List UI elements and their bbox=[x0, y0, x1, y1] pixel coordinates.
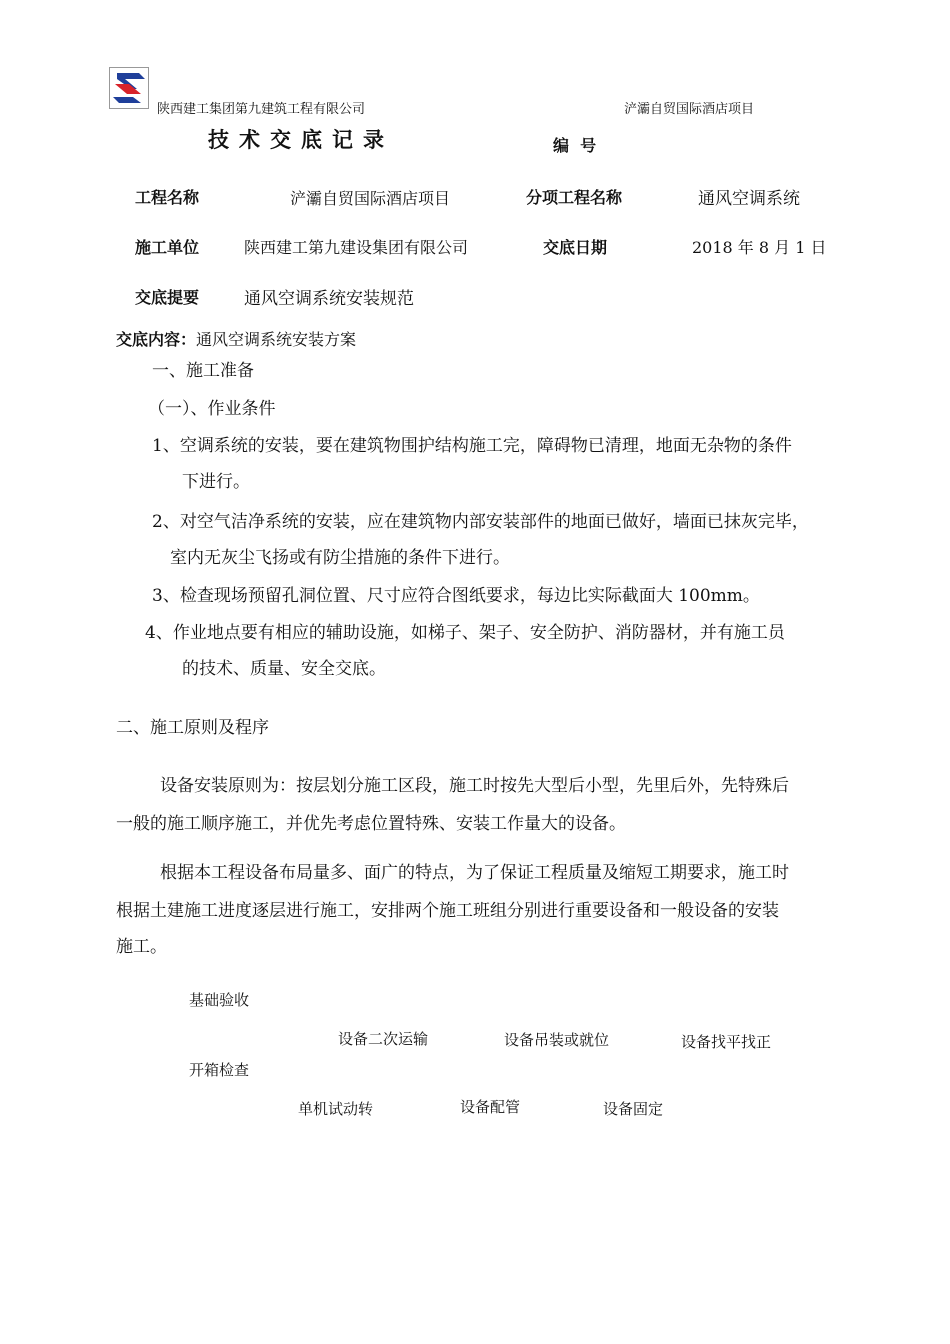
flow-step-foundation-inspection: 基础验收 bbox=[189, 991, 250, 1009]
company-name: 陕西建工集团第九建筑工程有限公司 bbox=[157, 102, 366, 117]
date-value: 2018 年 8 月 1 日 bbox=[692, 238, 827, 257]
flow-step-unpacking: 开箱检查 bbox=[189, 1061, 250, 1079]
number-label: 编 号 bbox=[553, 136, 597, 155]
project-name-header: 浐灞自贸国际酒店项目 bbox=[624, 102, 755, 117]
flow-step-fixing: 设备固定 bbox=[603, 1100, 664, 1118]
construction-unit-value: 陕西建工第九建设集团有限公司 bbox=[244, 238, 469, 257]
flow-step-piping: 设备配管 bbox=[460, 1098, 521, 1116]
content-value: 通风空调系统安装方案 bbox=[196, 330, 357, 349]
item-1-line-2: 下进行。 bbox=[182, 472, 250, 492]
construction-unit-label: 施工单位 bbox=[135, 238, 200, 257]
content-label: 交底内容： bbox=[116, 330, 197, 349]
item-4-line-1: 4、作业地点要有相应的辅助设施，如梯子、架子、安全防护、消防器材，并有施工员 bbox=[145, 623, 785, 643]
paragraph-2-line-2: 根据土建施工进度逐层进行施工，安排两个施工班组分别进行重要设备和一般设备的安装 bbox=[116, 901, 779, 921]
company-logo bbox=[109, 67, 149, 109]
subsection-1-heading: （一）、作业条件 bbox=[148, 399, 276, 419]
page-title: 技术交底记录 bbox=[208, 127, 394, 152]
flow-step-secondary-transport: 设备二次运输 bbox=[338, 1030, 429, 1048]
flow-step-trial-run: 单机试动转 bbox=[298, 1100, 374, 1118]
paragraph-1-line-2: 一般的施工顺序施工，并优先考虑位置特殊、安装工作量大的设备。 bbox=[116, 814, 626, 834]
item-1-line-1: 1、空调系统的安装，要在建筑物围护结构施工完，障碍物已清理，地面无杂物的条件 bbox=[152, 436, 792, 456]
item-3: 3、检查现场预留孔洞位置、尺寸应符合图纸要求，每边比实际截面大 100mm。 bbox=[152, 586, 760, 606]
item-2-line-2: 室内无灰尘飞扬或有防尘措施的条件下进行。 bbox=[170, 548, 510, 568]
content-line bbox=[116, 327, 356, 350]
project-name-label: 工程名称 bbox=[135, 188, 200, 207]
flow-step-leveling: 设备找平找正 bbox=[681, 1033, 772, 1051]
date-label: 交底日期 bbox=[543, 238, 608, 257]
summary-value: 通风空调系统安装规范 bbox=[244, 289, 414, 309]
section-2-heading: 二、施工原则及程序 bbox=[116, 718, 269, 738]
item-2-line-1: 2、对空气洁净系统的安装，应在建筑物内部安装部件的地面已做好，墙面已抹灰完毕， bbox=[152, 512, 809, 532]
section-1-heading: 一、施工准备 bbox=[152, 361, 254, 381]
flow-step-hoisting: 设备吊装或就位 bbox=[504, 1031, 610, 1049]
sub-project-label: 分项工程名称 bbox=[526, 188, 623, 207]
sub-project-value: 通风空调系统 bbox=[698, 189, 800, 209]
paragraph-2-line-3: 施工。 bbox=[116, 937, 167, 957]
summary-label: 交底提要 bbox=[135, 288, 200, 307]
paragraph-1-line-1: 设备安装原则为：按层划分施工区段，施工时按先大型后小型，先里后外，先特殊后 bbox=[160, 776, 789, 796]
project-name-value: 浐灞自贸国际酒店项目 bbox=[290, 189, 451, 208]
item-4-line-2: 的技术、质量、安全交底。 bbox=[182, 659, 386, 679]
paragraph-2-line-1: 根据本工程设备布局量多、面广的特点，为了保证工程质量及缩短工期要求，施工时 bbox=[160, 863, 789, 883]
